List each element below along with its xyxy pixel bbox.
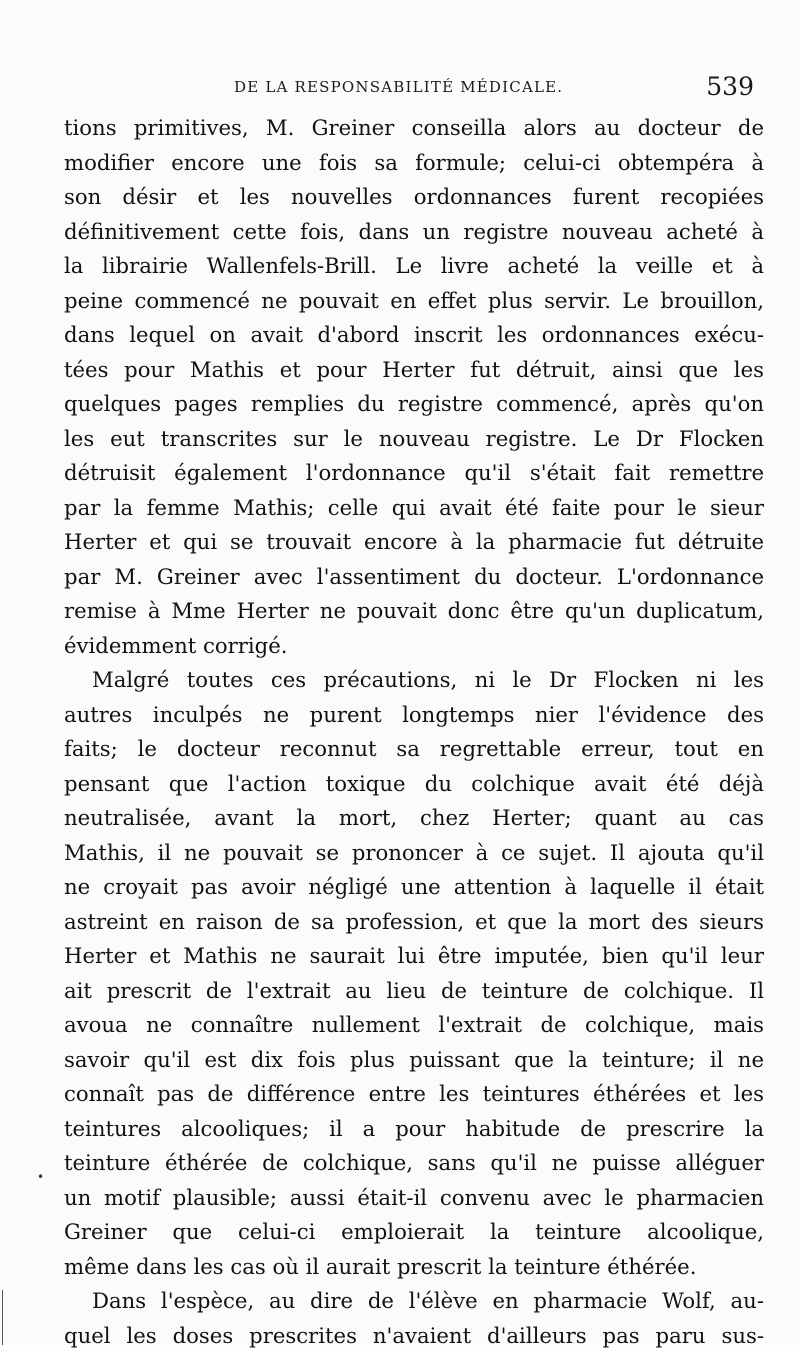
margin-mark: •	[37, 1170, 44, 1184]
body-text	[64, 111, 764, 1353]
page-header	[62, 78, 754, 102]
text-line: par M. Greiner avec l'assentiment du docteur. L'ordonnance	[64, 560, 764, 595]
text-line: les eut transcrites sur le nouveau registre. Le Dr Flocken	[64, 422, 764, 457]
text-line: remise à Mme Herter ne pouvait donc être qu'un duplicatum,	[64, 594, 764, 629]
text-line: ait prescrit de l'extrait au lieu de teinture de colchique. Il	[64, 974, 764, 1009]
text-line: même dans les cas où il aurait prescrit la teinture éthérée.	[64, 1250, 764, 1285]
text-line: Herter et Mathis ne saurait lui être imputée, bien qu'il leur	[64, 939, 764, 974]
text-line: modifier encore une fois sa formule; celui-ci obtempéra à	[64, 146, 764, 181]
text-line: peine commencé ne pouvait en effet plus servir. Le brouillon,	[64, 284, 764, 319]
text-line: dans lequel on avait d'abord inscrit les ordonnances exécu-	[64, 318, 764, 353]
text-line: neutralisée, avant la mort, chez Herter; quant au cas	[64, 801, 764, 836]
text-line: tées pour Mathis et pour Herter fut détruit, ainsi que les	[64, 353, 764, 388]
text-line: évidemment corrigé.	[64, 629, 764, 664]
text-line: par la femme Mathis; celle qui avait été faite pour le sieur	[64, 491, 764, 526]
paragraph	[64, 111, 764, 663]
text-line: pensant que l'action toxique du colchique avait été déjà	[64, 767, 764, 802]
text-line: un motif plausible; aussi était-il convenu avec le pharmacien	[64, 1181, 764, 1216]
running-title: DE LA RESPONSABILITÉ MÉDICALE.	[234, 78, 563, 96]
text-line: Malgré toutes ces précautions, ni le Dr Flocken ni les	[64, 663, 764, 698]
text-line: Greiner que celui-ci emploierait la teinture alcoolique,	[64, 1215, 764, 1250]
text-line: teintures alcooliques; il a pour habitude de prescrire la	[64, 1112, 764, 1147]
text-line: savoir qu'il est dix fois plus puissant que la teinture; il ne	[64, 1043, 764, 1078]
text-line: connaît pas de différence entre les teintures éthérées et les	[64, 1077, 764, 1112]
paragraph	[64, 1284, 764, 1353]
text-line: autres inculpés ne purent longtemps nier l'évidence des	[64, 698, 764, 733]
text-line: son désir et les nouvelles ordonnances furent recopiées	[64, 180, 764, 215]
text-line: la librairie Wallenfels-Brill. Le livre acheté la veille et à	[64, 249, 764, 284]
paragraph	[64, 663, 764, 1284]
text-line: quelques pages remplies du registre commencé, après qu'on	[64, 387, 764, 422]
text-line: quel les doses prescrites n'avaient d'ailleurs pas paru sus-	[64, 1319, 764, 1353]
text-line: détruisit également l'ordonnance qu'il s'était fait remettre	[64, 456, 764, 491]
text-line: ne croyait pas avoir négligé une attention à laquelle il était	[64, 870, 764, 905]
text-line: Dans l'espèce, au dire de l'élève en pharmacie Wolf, au-	[64, 1284, 764, 1319]
text-line: Herter et qui se trouvait encore à la pharmacie fut détruite	[64, 525, 764, 560]
text-line: astreint en raison de sa profession, et que la mort des sieurs	[64, 905, 764, 940]
text-line: définitivement cette fois, dans un registre nouveau acheté à	[64, 215, 764, 250]
text-line: avoua ne connaître nullement l'extrait de colchique, mais	[64, 1008, 764, 1043]
text-line: Mathis, il ne pouvait se prononcer à ce sujet. Il ajouta qu'il	[64, 836, 764, 871]
text-line: teinture éthérée de colchique, sans qu'il ne puisse alléguer	[64, 1146, 764, 1181]
text-line: tions primitives, M. Greiner conseilla alors au docteur de	[64, 111, 764, 146]
page-edge-line	[2, 1290, 3, 1345]
text-line: faits; le docteur reconnut sa regrettable erreur, tout en	[64, 732, 764, 767]
page-number: 539	[706, 72, 754, 101]
